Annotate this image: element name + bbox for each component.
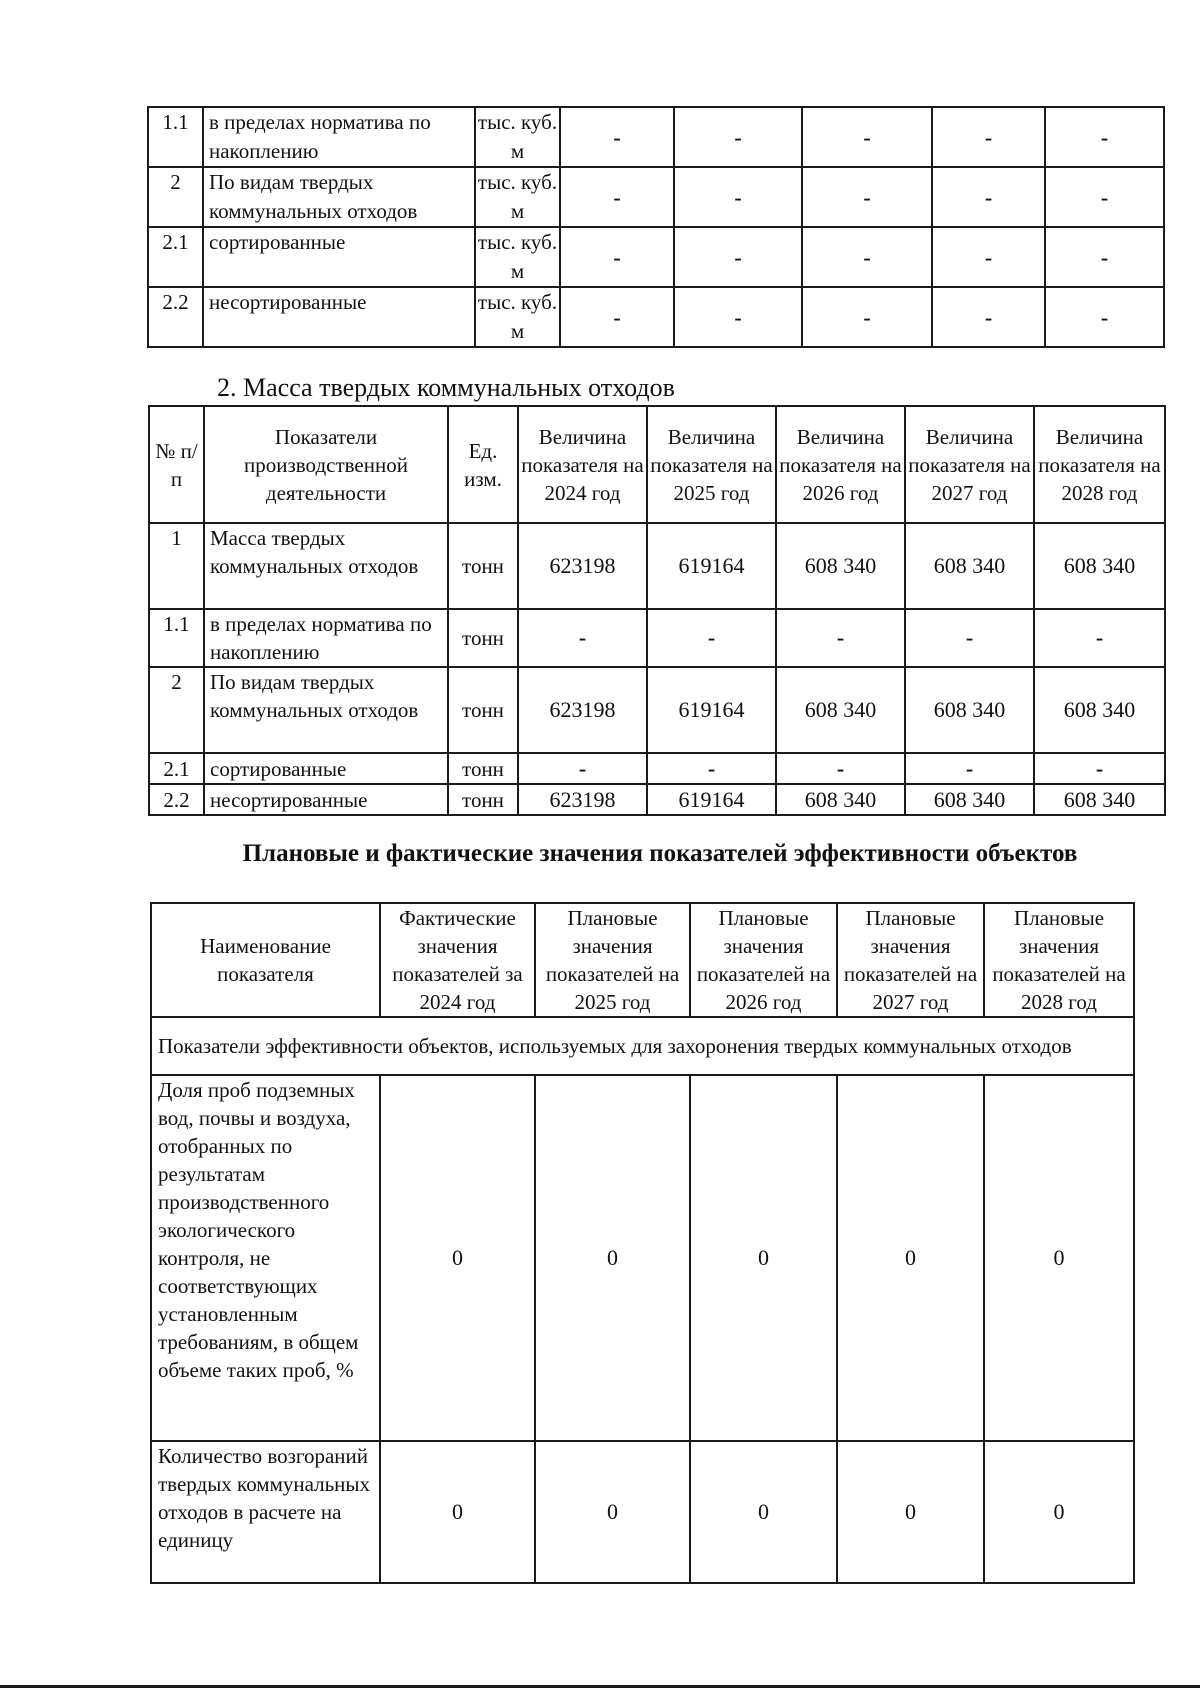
- value-2025: 619164: [647, 784, 776, 815]
- group-label: Показатели эффективности объектов, используемых для захоронения твердых коммунальных отходов: [151, 1017, 1134, 1075]
- row-name: По видам твердых коммунальных отходов: [204, 667, 448, 753]
- value-2027: 0: [837, 1075, 984, 1441]
- value-2027: 0: [837, 1441, 984, 1583]
- row-number: 2: [149, 667, 204, 753]
- value-2026: -: [802, 287, 932, 347]
- value-2025: -: [647, 753, 776, 784]
- value-2028: 608 340: [1034, 667, 1165, 753]
- table-mass: [148, 405, 1166, 816]
- row-name: Количество возгораний твердых коммунальных отходов в расчете на единицу: [151, 1441, 380, 1583]
- table-row: [148, 287, 1164, 347]
- value-2025: -: [674, 107, 802, 167]
- row-unit: тонн: [448, 523, 518, 609]
- value-2026: -: [802, 167, 932, 227]
- value-2028: -: [1045, 167, 1164, 227]
- value-2027: 608 340: [905, 667, 1034, 753]
- row-name: По видам твердых коммунальных отходов: [203, 167, 475, 227]
- header-2025: Плановые значения показателей на 2025 год: [535, 903, 690, 1017]
- table-row: [148, 107, 1164, 167]
- row-name: сортированные: [204, 753, 448, 784]
- header-name: Наименование показателя: [151, 903, 380, 1017]
- table-row: [149, 523, 1165, 609]
- value-2027: 608 340: [905, 523, 1034, 609]
- row-unit: тонн: [448, 753, 518, 784]
- group-row: [151, 1017, 1134, 1075]
- table-row: [148, 167, 1164, 227]
- row-unit: тыс. куб. м: [475, 107, 560, 167]
- row-name: в пределах норматива по накоплению: [203, 107, 475, 167]
- value-2026: -: [776, 753, 905, 784]
- value-2028: 608 340: [1034, 784, 1165, 815]
- table-header-row: [151, 903, 1134, 1017]
- value-2024: 623198: [518, 523, 647, 609]
- value-2027: 608 340: [905, 784, 1034, 815]
- row-number: 2.2: [148, 287, 203, 347]
- row-number: 2.1: [149, 753, 204, 784]
- row-number: 2: [148, 167, 203, 227]
- section-title-efficiency: Плановые и фактические значения показателей эффективности объектов: [242, 840, 1078, 867]
- value-2026: 0: [690, 1441, 837, 1583]
- value-2028: 608 340: [1034, 523, 1165, 609]
- row-unit: тонн: [448, 609, 518, 667]
- value-2024: 0: [380, 1075, 535, 1441]
- value-2028: -: [1045, 287, 1164, 347]
- row-number: 1.1: [149, 609, 204, 667]
- table-row: [149, 784, 1165, 815]
- value-2027: -: [932, 287, 1045, 347]
- table-row: [148, 227, 1164, 287]
- value-2027: -: [932, 107, 1045, 167]
- header-2026: Величина показателя на 2026 год: [776, 406, 905, 523]
- row-unit: тыс. куб. м: [475, 287, 560, 347]
- value-2025: -: [674, 167, 802, 227]
- value-2026: 608 340: [776, 523, 905, 609]
- row-unit: тонн: [448, 667, 518, 753]
- row-name: несортированные: [204, 784, 448, 815]
- value-2027: -: [932, 227, 1045, 287]
- value-2025: -: [674, 287, 802, 347]
- value-2025: -: [674, 227, 802, 287]
- row-name: несортированные: [203, 287, 475, 347]
- header-2027: Плановые значения показателей на 2027 год: [837, 903, 984, 1017]
- header-2024: Фактические значения показателей за 2024 год: [380, 903, 535, 1017]
- header-2028: Плановые значения показателей на 2028 год: [984, 903, 1134, 1017]
- header-2028: Величина показателя на 2028 год: [1034, 406, 1165, 523]
- value-2027: -: [905, 609, 1034, 667]
- value-2026: -: [802, 107, 932, 167]
- value-2024: -: [560, 107, 674, 167]
- header-unit: Ед. изм.: [448, 406, 518, 523]
- value-2027: -: [905, 753, 1034, 784]
- table-row: [149, 609, 1165, 667]
- value-2024: 623198: [518, 667, 647, 753]
- row-number: 2.2: [149, 784, 204, 815]
- table-header-row: [149, 406, 1165, 523]
- value-2024: -: [560, 167, 674, 227]
- bottom-rule: [0, 1685, 1200, 1688]
- section-title-mass: 2. Масса твердых коммунальных отходов: [217, 373, 675, 402]
- table-row: [149, 667, 1165, 753]
- value-2026: 608 340: [776, 667, 905, 753]
- value-2028: 0: [984, 1075, 1134, 1441]
- value-2025: 0: [535, 1441, 690, 1583]
- table-row: [149, 753, 1165, 784]
- value-2024: 623198: [518, 784, 647, 815]
- value-2025: -: [647, 609, 776, 667]
- header-2027: Величина показателя на 2027 год: [905, 406, 1034, 523]
- table-volume-fragment: [147, 106, 1165, 348]
- value-2028: 0: [984, 1441, 1134, 1583]
- header-2024: Величина показателя на 2024 год: [518, 406, 647, 523]
- header-name: Показатели производственной деятельности: [204, 406, 448, 523]
- value-2024: -: [518, 609, 647, 667]
- row-name: Доля проб подземных вод, почвы и воздуха, отобранных по результатам производственного экологического контроля, не соответствующих установленным требованиям, в общем объеме таких проб, %: [151, 1075, 380, 1441]
- row-number: 1.1: [148, 107, 203, 167]
- row-number: 1: [149, 523, 204, 609]
- value-2027: -: [932, 167, 1045, 227]
- value-2025: 619164: [647, 523, 776, 609]
- row-name: в пределах норматива по накоплению: [204, 609, 448, 667]
- value-2028: -: [1034, 753, 1165, 784]
- row-name: сортированные: [203, 227, 475, 287]
- row-number: 2.1: [148, 227, 203, 287]
- header-num: № п/п: [149, 406, 204, 523]
- value-2026: -: [776, 609, 905, 667]
- value-2024: -: [560, 227, 674, 287]
- value-2025: 619164: [647, 667, 776, 753]
- row-unit: тыс. куб. м: [475, 227, 560, 287]
- value-2028: -: [1034, 609, 1165, 667]
- value-2026: 0: [690, 1075, 837, 1441]
- header-2026: Плановые значения показателей на 2026 год: [690, 903, 837, 1017]
- value-2024: -: [560, 287, 674, 347]
- table-row: [151, 1075, 1134, 1441]
- table-efficiency: [150, 902, 1135, 1584]
- value-2024: 0: [380, 1441, 535, 1583]
- value-2028: -: [1045, 227, 1164, 287]
- row-unit: тыс. куб. м: [475, 167, 560, 227]
- value-2025: 0: [535, 1075, 690, 1441]
- table-row: [151, 1441, 1134, 1583]
- value-2026: -: [802, 227, 932, 287]
- header-2025: Величина показателя на 2025 год: [647, 406, 776, 523]
- value-2028: -: [1045, 107, 1164, 167]
- value-2026: 608 340: [776, 784, 905, 815]
- row-name: Масса твердых коммунальных отходов: [204, 523, 448, 609]
- value-2024: -: [518, 753, 647, 784]
- row-unit: тонн: [448, 784, 518, 815]
